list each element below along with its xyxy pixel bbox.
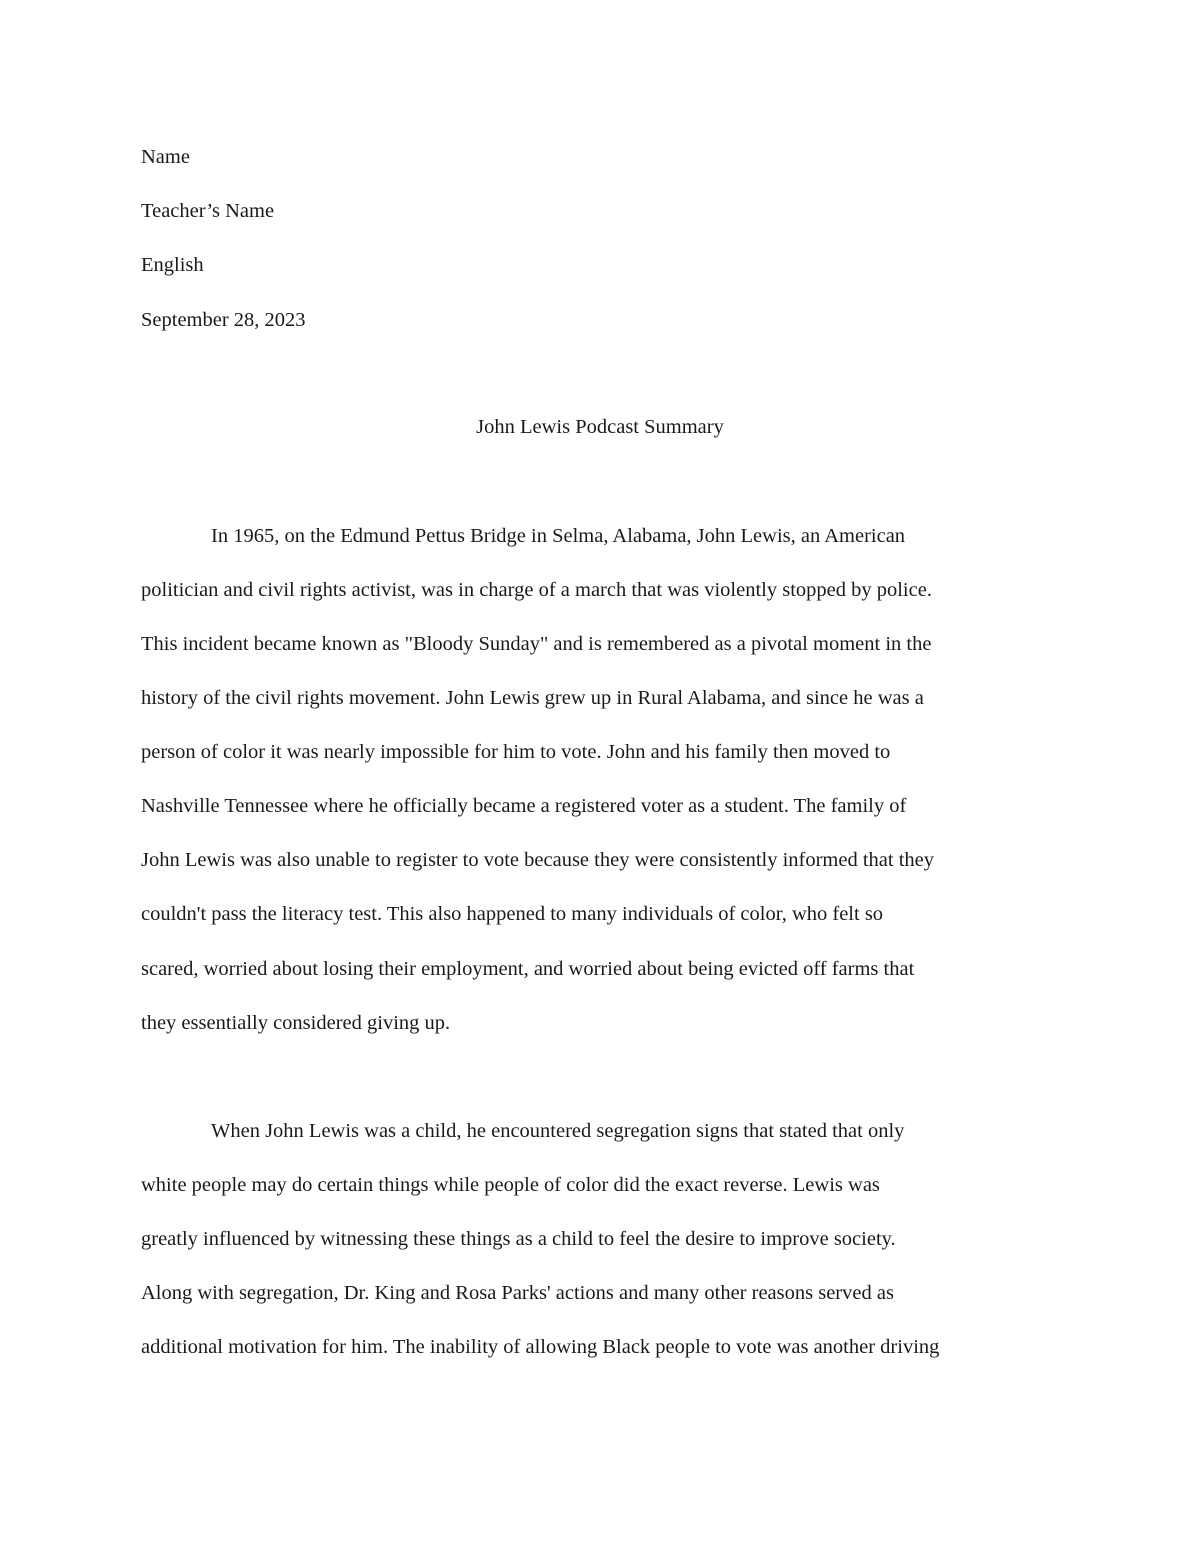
paragraph-line: politician and civil rights activist, was in charge of a march that was violently stopped by police. (141, 579, 932, 601)
paragraph-line: couldn't pass the literacy test. This also happened to many individuals of color, who felt so (141, 903, 884, 925)
paragraph-line: John Lewis was also unable to register to vote because they were consistently informed that they (141, 849, 935, 871)
paragraph-line: history of the civil rights movement. John Lewis grew up in Rural Alabama, and since he was a (141, 687, 924, 709)
paragraph-line: they essentially considered giving up. (141, 1012, 451, 1034)
teacher-name: Teacher’s Name (141, 200, 275, 222)
paragraph-line: greatly influenced by witnessing these things as a child to feel the desire to improve society. (141, 1228, 896, 1250)
document-title: John Lewis Podcast Summary (476, 416, 724, 438)
document-date: September 28, 2023 (141, 309, 306, 331)
paragraph-line: Along with segregation, Dr. King and Rosa Parks' actions and many other reasons served as (141, 1282, 894, 1304)
paragraph-line: scared, worried about losing their employment, and worried about being evicted off farms that (141, 958, 915, 980)
paragraph-line: This incident became known as "Bloody Sunday" and is remembered as a pivotal moment in the (141, 633, 932, 655)
paragraph-line: person of color it was nearly impossible for him to vote. John and his family then moved to (141, 741, 891, 763)
course-name: English (141, 254, 204, 276)
paragraph-line: Nashville Tennessee where he officially became a registered voter as a student. The family of (141, 795, 907, 817)
paragraph-line: additional motivation for him. The inability of allowing Black people to vote was another driving (141, 1336, 940, 1358)
paragraph-line: When John Lewis was a child, he encountered segregation signs that stated that only (211, 1120, 905, 1142)
paragraph-line: white people may do certain things while people of color did the exact reverse. Lewis was (141, 1174, 880, 1196)
paragraph-line: In 1965, on the Edmund Pettus Bridge in Selma, Alabama, John Lewis, an American (211, 525, 906, 547)
student-name: Name (141, 146, 190, 168)
